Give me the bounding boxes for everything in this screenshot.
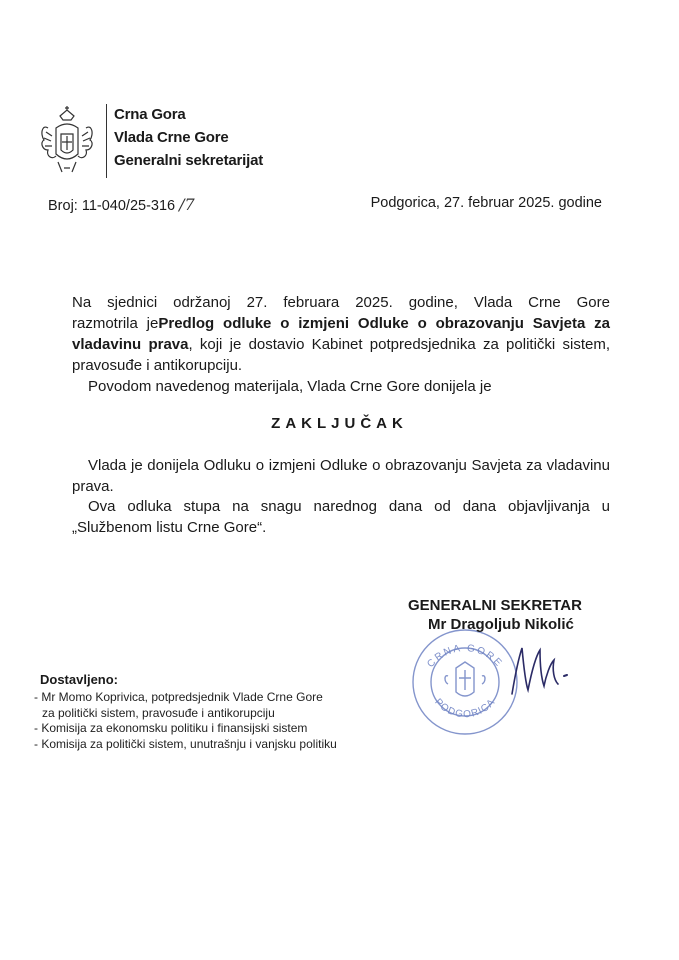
signatory-name: Mr Dragoljub Nikolić (428, 616, 574, 633)
paragraph-4: Ova odluka stupa na snagu narednog dana od dana objavljivanja u „Službenom listu Crne Gore“. (72, 498, 610, 536)
distribution-heading: Dostavljeno: (40, 672, 119, 687)
paragraph-1 (72, 292, 610, 376)
paragraph-1-pre: razmotrila je (72, 315, 159, 332)
paragraph-1-post: , koji je dostavio Kabinet potpredsjednika za politički sistem, pravosuđe i antikorupciju. (72, 336, 610, 374)
conclusion-heading: ZAKLJUČAK (271, 415, 408, 432)
paragraph-1-line-1: Na sjednici održanoj 27. februara 2025. godine, Vlada Crne Gore (72, 294, 610, 311)
coat-of-arms-icon (36, 106, 98, 178)
country-name: Crna Gora (114, 106, 186, 123)
place-date: Podgorica, 27. februar 2025. godine (370, 195, 602, 211)
document-number-handwritten: /7 (179, 195, 195, 214)
distribution-item: - Komisija za politički sistem, unutrašnju i vanjsku politiku (34, 736, 337, 751)
document-number-text: Broj: 11-040/25-316 (48, 198, 176, 214)
distribution-item: - Komisija za ekonomsku politiku i finansijski sistem (34, 721, 308, 735)
distribution-item: za politički sistem, pravosuđe i antikorupciju (42, 705, 275, 720)
handwritten-signature (506, 640, 586, 700)
department-name: Generalni sekretarijat (114, 152, 264, 169)
svg-text:PODGORICA (432, 697, 497, 721)
stamp-bottom-text: PODGORICA (432, 696, 498, 721)
distribution-list (34, 690, 337, 752)
signatory-title: GENERALNI SEKRETAR (408, 597, 582, 614)
svg-text:CRNA GORE (425, 643, 504, 670)
government-name: Vlada Crne Gore (114, 129, 229, 146)
document-number (48, 195, 195, 214)
paragraph-2: Povodom navedenog materijala, Vlada Crne Gore donijela je (88, 378, 492, 395)
distribution-item: - Mr Momo Koprivica, potpredsjednik Vlade Crne Gore (34, 690, 323, 704)
paragraph-3: Vlada je donijela Odluku o izmjeni Odluke o obrazovanju Savjeta za vladavinu prava. (72, 457, 610, 495)
stamp-top-text: CRNA GORE (425, 642, 505, 670)
paragraph-1-bold: Predlog odluke o izmjeni Odluke o obrazovanju Savjeta za vladavinu prava (72, 315, 610, 353)
header-divider (106, 104, 107, 178)
